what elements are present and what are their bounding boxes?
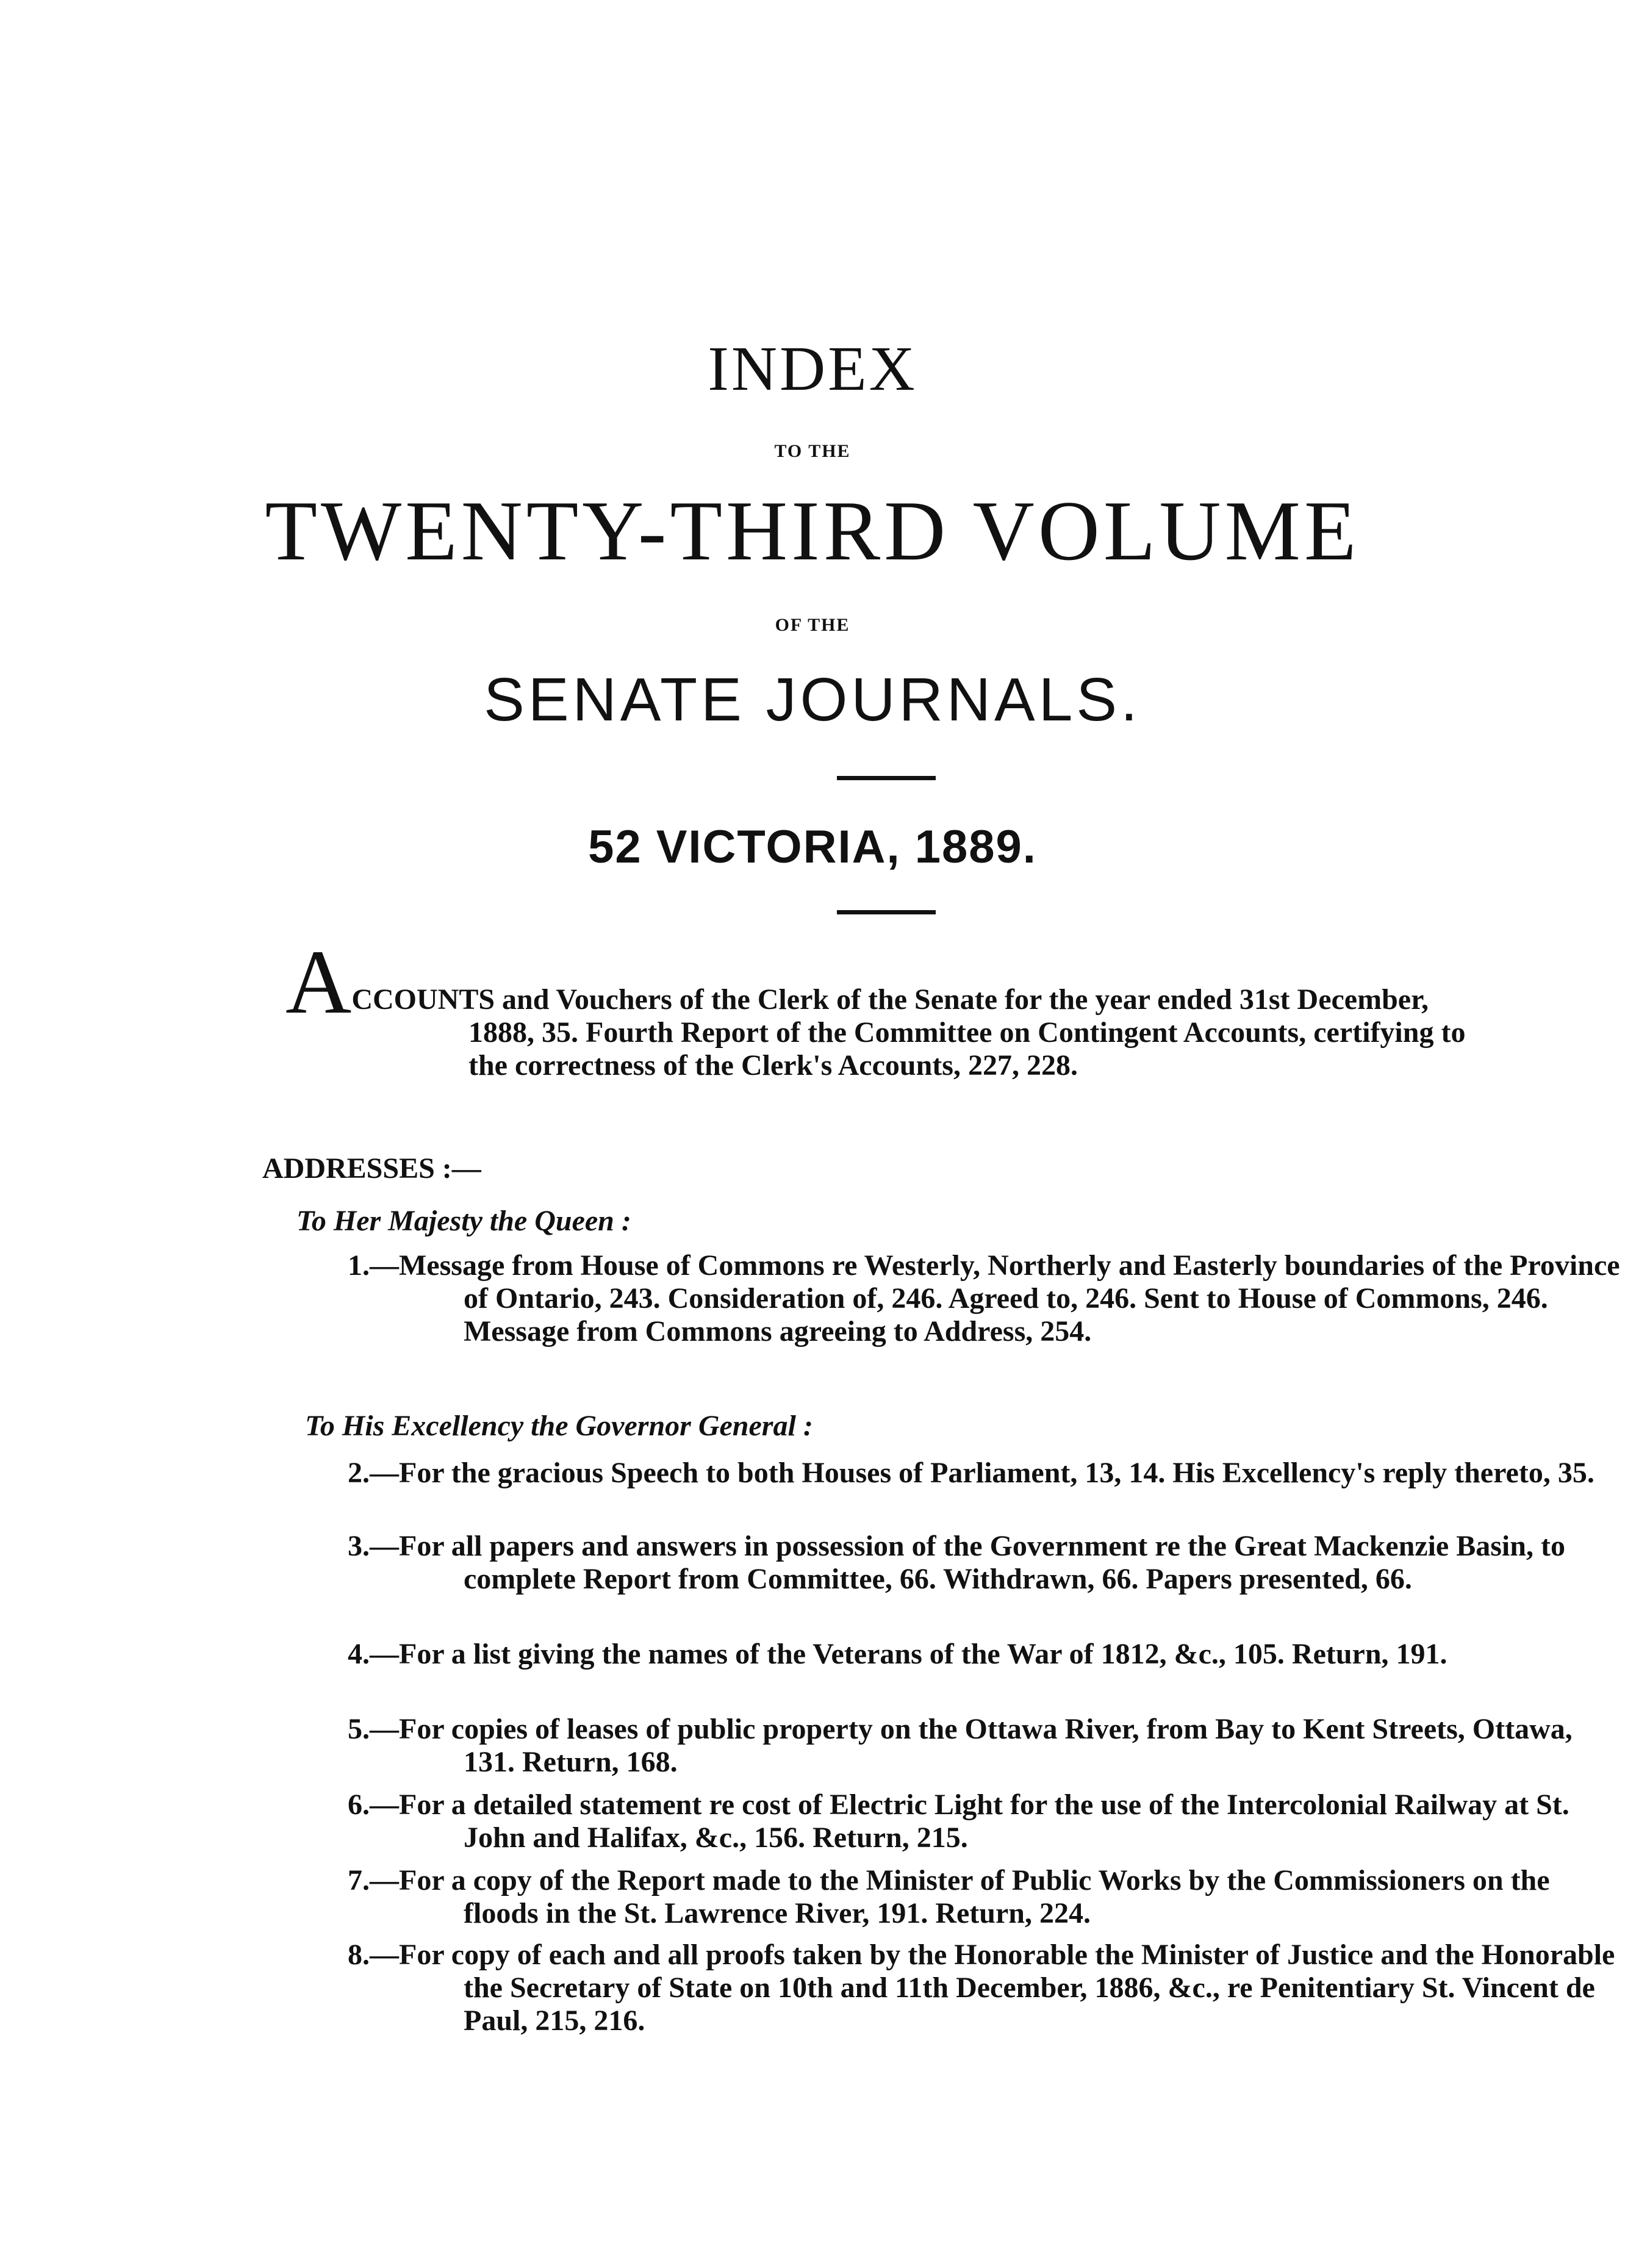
address-item: 6.—For a detailed statement re cost of Electric Light for the use of the Intercolonial Railway at St. John and Halifax, &c., 156. Return, 215. — [348, 1789, 1569, 1854]
index-title: INDEX — [708, 334, 917, 404]
divider-rule — [837, 776, 936, 780]
governor-general-subheading: To His Excellency the Governor General : — [305, 1410, 813, 1442]
drop-cap: A — [285, 931, 352, 1033]
address-item: 8.—For copy of each and all proofs taken by the Honorable the Minister of Justice and the Honorable the Secretary of State on 10th and 11th December, 1886, &c., re Penitentiary St. Vincent de Paul, 215, 216. — [348, 1939, 1615, 2037]
address-item: 3.—For all papers and answers in possession of the Government re the Great Mackenzie Basin, to complete Report from Committee, 66. Withdrawn, 66. Papers presented, 66. — [348, 1530, 1565, 1595]
address-item: 4.—For a list giving the names of the Veterans of the War of 1812, &c., 105. Return, 191. — [348, 1638, 1447, 1670]
journals-title: SENATE JOURNALS. — [484, 666, 1141, 734]
address-item: 5.—For copies of leases of public property on the Ottawa River, from Bay to Kent Streets, Ottawa, 131. Return, 168. — [348, 1713, 1573, 1778]
address-item: 1.—Message from House of Commons re Westerly, Northerly and Easterly boundaries of the Province of Ontario, 243. Consideration of, 246. Agreed to, 246. Sent to House of Commons, 246. Message from Commons agreeing to Address, 254. — [348, 1249, 1620, 1348]
addresses-heading: ADDRESSES :— — [262, 1152, 481, 1185]
of-the-subheading: OF THE — [775, 615, 850, 635]
to-the-subheading: TO THE — [774, 441, 851, 461]
accounts-entry — [285, 931, 1499, 1082]
accounts-entry-text: CCOUNTS and Vouchers of the Clerk of the Senate for the year ended 31st December, 1888, 35. Fourth Report of the Committee on Contingent Accounts, certifying to the correctness of the Clerk's Accounts, 227, 228. — [351, 983, 1466, 1082]
address-item: 2.—For the gracious Speech to both Houses of Parliament, 13, 14. His Excellency's reply thereto, 35. — [348, 1457, 1595, 1489]
volume-title: TWENTY-THIRD VOLUME — [265, 484, 1360, 578]
queen-subheading: To Her Majesty the Queen : — [296, 1205, 631, 1237]
divider-rule — [837, 910, 936, 914]
address-item: 7.—For a copy of the Report made to the Minister of Public Works by the Commissioners on the floods in the St. Lawrence River, 191. Return, 224. — [348, 1864, 1550, 1929]
regnal-year: 52 VICTORIA, 1889. — [588, 821, 1037, 873]
